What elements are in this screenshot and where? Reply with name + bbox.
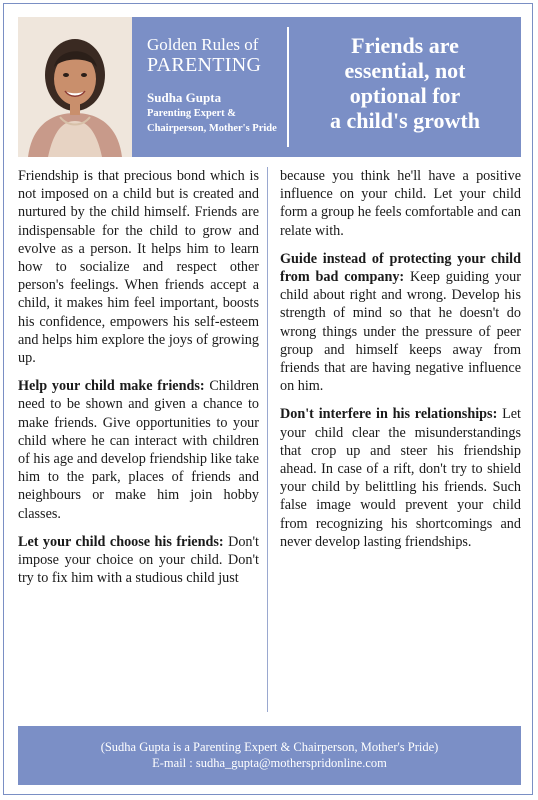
paragraph-text: Don't impose your choice on your child. Don't try to fix him with a studious child just	[18, 533, 259, 587]
paragraph	[280, 405, 521, 551]
article-header	[18, 17, 521, 157]
series-title-block	[132, 17, 287, 157]
paragraph	[18, 167, 259, 367]
paragraph-text: Friendship is that precious bond which is not imposed on a child but is created and nurtured by the child himself. Friends are indispensable for the child to grow and evolve as a person. It helps him to learn how to socialize and respect other person's feelings. When friends accept a child, it makes him feel important, boosts his confidence, empowers his self-esteem and helps him explore the joys of growing up.	[18, 168, 259, 367]
series-title-line1: Golden Rules of	[147, 35, 259, 54]
paragraph-text: Let your child clear the misunderstandings that crop up and steer his friendship ahead. In case of a rift, don't try to shield your child by belittling his friends. Such false image would prevent your child from recognizing his shortcomings and never develop lasting friendships.	[280, 406, 521, 550]
author-role-line1: Parenting Expert &	[147, 108, 237, 119]
headline-line: a child's growth	[330, 108, 480, 133]
author-photo	[18, 17, 132, 157]
footer-bio: (Sudha Gupta is a Parenting Expert & Chairperson, Mother's Pride)	[100, 740, 439, 754]
headline-line: optional for	[349, 83, 461, 108]
right-column	[278, 167, 521, 712]
paragraph-text: Children need to be shown and given a chance to make friends. Give opportunities to your child where he can interact with children of his age and develop friendship like take him to the park, places of friends and neighbours or make him join hobby classes.	[18, 378, 259, 522]
author-footer	[18, 726, 521, 785]
paragraph-text: Keep guiding your child about right and wrong. Develop his strength of mind so that he doesn't do wrong things under the pressure of peer group and himself keeps away from friends that are having negative influence on him.	[280, 269, 521, 395]
author-role-line2: Chairperson, Mother's Pride	[147, 123, 277, 134]
paragraph-heading: Don't interfere in his relationships:	[280, 406, 498, 423]
paragraph	[280, 167, 521, 240]
headline-line: Friends are	[351, 33, 459, 58]
paragraph-heading: Help your child make friends:	[18, 378, 205, 395]
article-body	[18, 167, 521, 712]
paragraph-heading: Guide instead of protecting your child from bad company:	[280, 250, 521, 286]
paragraph	[18, 377, 259, 523]
article-headline	[289, 17, 521, 157]
author-portrait-image	[18, 17, 132, 157]
paragraph	[280, 250, 521, 396]
author-name: Sudha Gupta	[147, 90, 222, 105]
left-column	[18, 167, 268, 712]
paragraph	[18, 533, 259, 588]
paragraph-heading: Let your child choose his friends:	[18, 533, 224, 550]
footer-email[interactable]: E-mail : sudha_gupta@motherspridonline.com	[152, 756, 387, 770]
headline-line: essential, not	[344, 58, 466, 83]
paragraph-text: because you think he'll have a positive influence on your child. Let your child form a group he feels comfortable and can relate with.	[280, 168, 521, 239]
series-title-line2: PARENTING	[147, 54, 262, 76]
